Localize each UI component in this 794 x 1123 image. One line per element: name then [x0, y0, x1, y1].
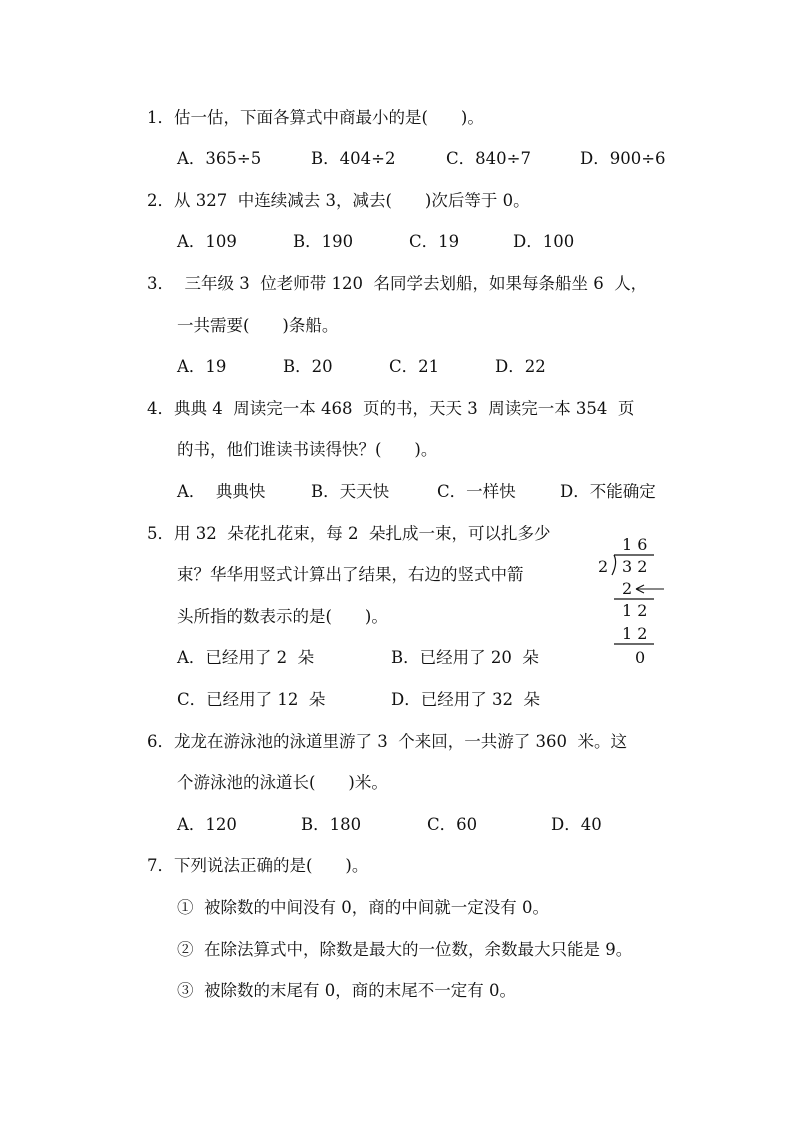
q4-stem: 4．典典 4 周读完一本 468 页的书，天天 3 周读完一本 354 页	[147, 399, 635, 418]
q6-stem-line2: 个游泳池的泳道长( )米。	[177, 773, 388, 792]
division-remainder: 0	[635, 648, 646, 667]
q2-option-c[interactable]: C．19	[409, 232, 460, 251]
q1-option-d[interactable]: D．900÷6	[580, 149, 666, 168]
q3-option-a[interactable]: A．19	[177, 357, 227, 376]
q5-stem-line3: 头所指的数表示的是( )。	[177, 607, 388, 626]
q1-option-c[interactable]: C．840÷7	[446, 149, 531, 168]
q1-option-a[interactable]: A．365÷5	[177, 149, 262, 168]
q4-option-d[interactable]: D．不能确定	[560, 482, 656, 501]
q7-statement-2: ② 在除法算式中，除数是最大的一位数，余数最大只能是 9。	[177, 940, 633, 959]
q6-option-a[interactable]: A．120	[177, 815, 237, 834]
q3-stem-line2: 一共需要( )条船。	[177, 316, 339, 335]
q3-stem: 3． 三年级 3 位老师带 120 名同学去划船，如果每条船坐 6 人，	[147, 274, 648, 293]
division-step3: 1 2	[622, 624, 648, 643]
q3-option-b[interactable]: B．20	[283, 357, 333, 376]
q1-option-b[interactable]: B．404÷2	[311, 149, 396, 168]
q4-option-b[interactable]: B．天天快	[311, 482, 390, 501]
q5-stem-line2: 束？华华用竖式计算出了结果，右边的竖式中箭	[177, 565, 524, 584]
long-division-figure	[590, 532, 680, 672]
q4-option-c[interactable]: C．一样快	[437, 482, 516, 501]
q2-option-d[interactable]: D．100	[513, 232, 575, 251]
q5-option-c[interactable]: C．已经用了 12 朵	[177, 690, 326, 709]
q5-option-d[interactable]: D．已经用了 32 朵	[391, 690, 540, 709]
division-quotient: 1 6	[622, 535, 648, 554]
division-bracket	[612, 555, 616, 575]
long-division-svg	[590, 532, 680, 672]
q6-option-d[interactable]: D．40	[551, 815, 602, 834]
q7-statement-3: ③ 被除数的末尾有 0，商的末尾不一定有 0。	[177, 981, 516, 1000]
q3-option-d[interactable]: D．22	[495, 357, 546, 376]
q6-option-b[interactable]: B．180	[301, 815, 362, 834]
q1-stem: 1．估一估，下面各算式中商最小的是( )。	[147, 108, 484, 127]
q5-option-a[interactable]: A．已经用了 2 朵	[177, 648, 315, 667]
division-dividend: 3 2	[622, 557, 648, 576]
q3-option-c[interactable]: C．21	[389, 357, 440, 376]
q4-stem-line2: 的书，他们谁读书读得快？( )。	[177, 440, 438, 459]
q2-stem: 2．从 327 中连续减去 3，减去( )次后等于 0。	[147, 191, 530, 210]
q7-statement-1: ① 被除数的中间没有 0，商的中间就一定没有 0。	[177, 898, 549, 917]
division-divisor: 2	[598, 557, 609, 576]
q5-stem: 5．用 32 朵花扎花束，每 2 朵扎成一束，可以扎多少	[147, 524, 551, 543]
q2-option-b[interactable]: B．190	[293, 232, 354, 251]
q5-option-b[interactable]: B．已经用了 20 朵	[391, 648, 539, 667]
q6-stem: 6．龙龙在游泳池的泳道里游了 3 个来回，一共游了 360 米。这	[147, 732, 627, 751]
division-step2: 1 2	[622, 601, 648, 620]
division-step1: 2	[622, 579, 633, 598]
q7-stem: 7．下列说法正确的是( )。	[147, 856, 369, 875]
q4-option-a[interactable]: A． 典典快	[177, 482, 266, 501]
q2-option-a[interactable]: A．109	[177, 232, 237, 251]
q6-option-c[interactable]: C．60	[427, 815, 478, 834]
